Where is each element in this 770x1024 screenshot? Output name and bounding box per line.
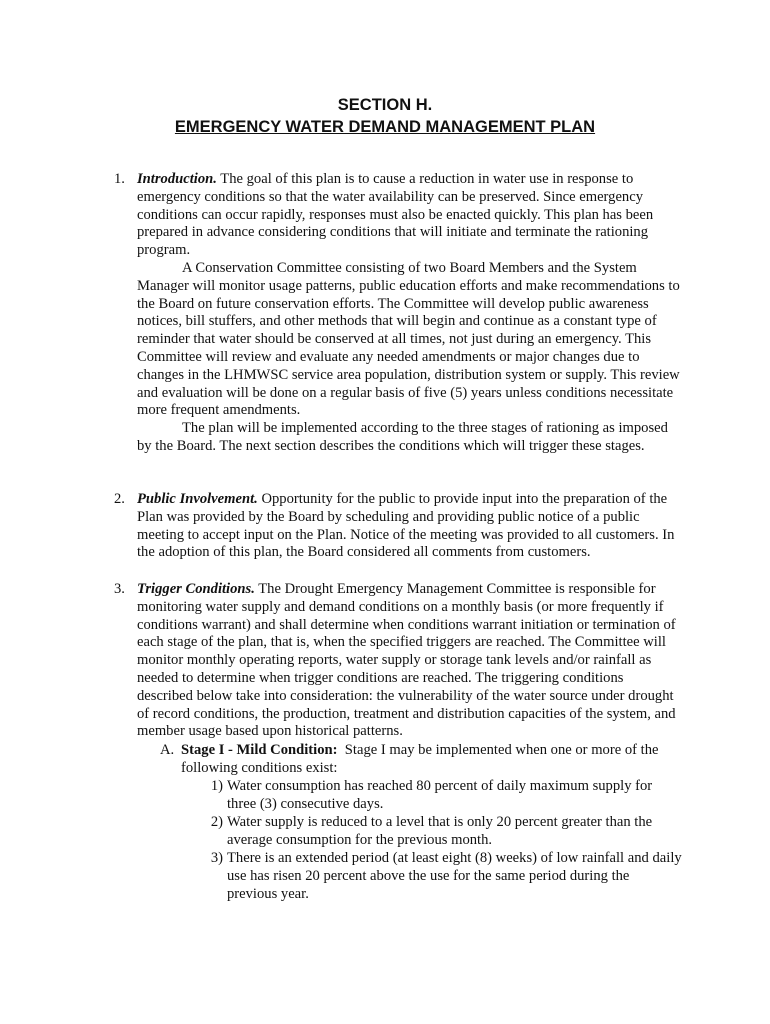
stage-letter: A. — [160, 742, 175, 758]
paragraph — [137, 491, 682, 562]
paragraph: A Conservation Committee consisting of two Board Members and the System Manager will monitor usage patterns, public education efforts and make recommendations to the Board on future conservation efforts. The Committee will develop public awareness notices, bill stuffers, and other methods that will begin and continue as a constant type of reminder that water should be conserved at all times, not just during an emergency. This Committee will review and evaluate any needed amendments or major changes due to changes in the LHMWSC service area population, distribution system or supply. This review and evaluation will be done on a regular basis of five (5) years unless conditions necessitate more frequent amendments. — [137, 259, 680, 419]
document-title: EMERGENCY WATER DEMAND MANAGEMENT PLAN — [174, 118, 596, 136]
item-number: 2) — [210, 814, 223, 830]
section-body — [137, 581, 682, 741]
section-body — [137, 171, 682, 456]
section-lead: Trigger Conditions. — [137, 581, 255, 597]
item-text: Water supply is reduced to a level that is only 20 percent greater than the average consumption for the previous month. — [227, 814, 653, 848]
stage-description: Stage I may be implemented when one or more of the following conditions exist: — [181, 742, 659, 776]
paragraph-text: Opportunity for the public to provide input into the preparation of the Plan was provided by the Board by scheduling and providing public notice of a public meeting to accept input on the Plan. Notice of the meeting was provided to all customers. In the adoption of this plan, the Board considered all comments from customers. — [137, 491, 675, 561]
paragraph: The plan will be implemented according to the three stages of rationing as imposed by the Board. The next section describes the conditions which will trigger these stages. — [137, 420, 668, 454]
stage-text — [181, 742, 681, 778]
item-number: 1) — [210, 778, 223, 794]
paragraph-text: The Drought Emergency Management Committee is responsible for monitoring water supply and demand conditions on a monthly basis (or more frequently if conditions warrant) and shall determine when conditions warrant initiation or termination of each stage of the plan, that is, when the specified triggers are reached. The Committee will monitor monthly operating reports, water supply or storage tank levels and/or rainfall as needed to determine when trigger conditions are reached. The triggering conditions described below take into consideration: the vulnerability of the water source under drought of record conditions, the production, treatment and distribution capacities of the system, and member usage based upon historical patterns. — [137, 581, 676, 740]
paragraph — [137, 171, 682, 260]
item-text: Water consumption has reached 80 percent of daily maximum supply for three (3) consecutive days. — [227, 778, 653, 812]
stage-lead: Stage I - Mild Condition: — [181, 742, 338, 758]
section-lead: Public Involvement. — [137, 491, 258, 507]
section-number: 2. — [114, 491, 125, 507]
section-number: 3. — [114, 581, 125, 597]
section-body — [137, 491, 682, 562]
section-lead: Introduction. — [137, 171, 217, 187]
paragraph-text: The goal of this plan is to cause a reduction in water use in response to emergency conditions so that the water availability can be preserved. Since emergency conditions can occur rapidly, responses must also be enacted quickly. This plan has been prepared in advance considering conditions that will initiate and terminate the rationing program. — [137, 171, 654, 259]
item-text: There is an extended period (at least eight (8) weeks) of low rainfall and daily use has risen 20 percent above the use for the same period during the previous year. — [227, 850, 682, 902]
paragraph — [137, 581, 682, 741]
section-number: 1. — [114, 171, 125, 187]
item-number: 3) — [210, 850, 223, 866]
section-label: SECTION H. — [337, 96, 433, 114]
